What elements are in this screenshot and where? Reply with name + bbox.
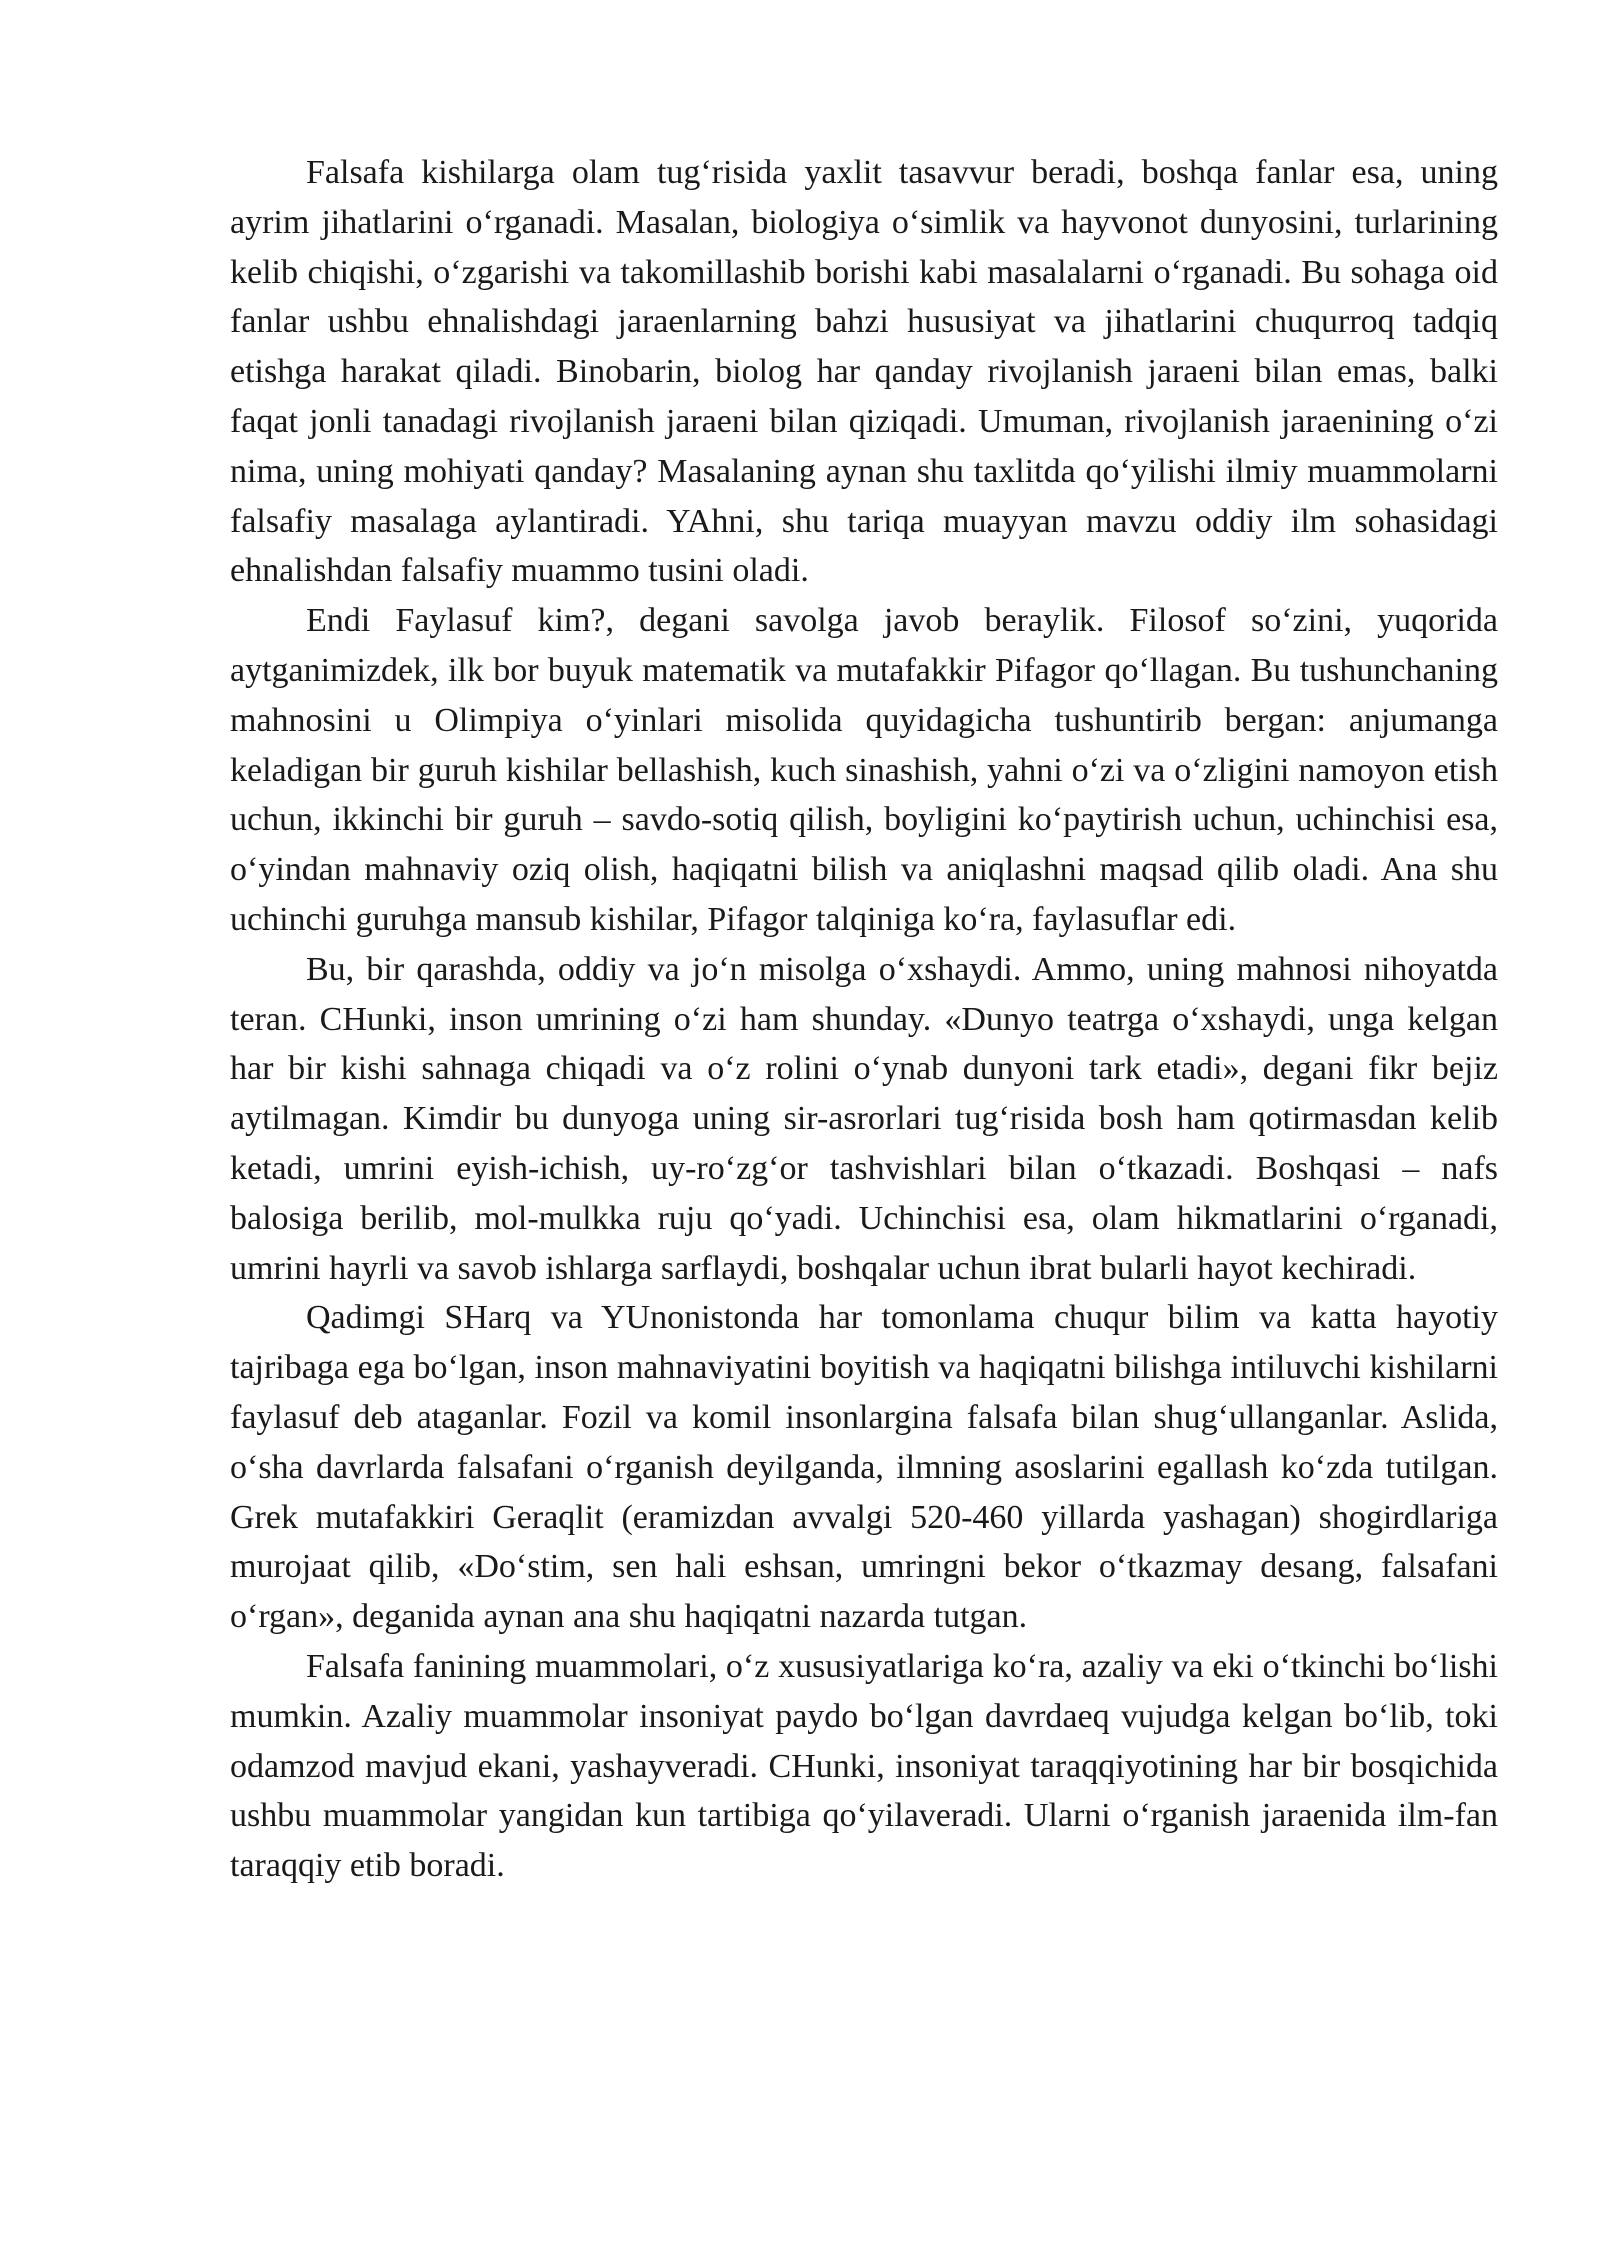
paragraph: Bu, bir qarashda, oddiy va jo‘n misolga o‘xshaydi. Ammo, uning mahnosi nihoyatda teran. CHunki, inson umrining o‘zi ham shunday. «Dunyo teatrga o‘xshaydi, unga kelgan har bir kishi sahnaga chiqadi va o‘z rolini o‘ynab dunyoni tark etadi», degani fikr bejiz aytilmagan. Kimdir bu dunyoga uning sir-asrorlari tug‘risida bosh ham qotirmasdan kelib ketadi, umrini eyish-ichish, uy-ro‘zg‘or tashvishlari bilan o‘tkazadi. Boshqasi – nafs balosiga berilib, mol-mulkka ruju qo‘yadi. Uchinchisi esa, olam hikmatlarini o‘rganadi, umrini hayrli va savob ishlarga sarflaydi, boshqalar uchun ibrat bularli hayot kechiradi.	[230, 950, 1498, 1287]
document-page	[230, 148, 1498, 1891]
paragraph: Qadimgi SHarq va YUnonistonda har tomonlama chuqur bilim va katta hayotiy tajribaga ega bo‘lgan, inson mahnaviyatini boyitish va haqiqatni bilishga intiluvchi kishilarni faylasuf deb ataganlar. Fozil va komil insonlargina falsafa bilan shug‘ullanganlar. Aslida, o‘sha davrlarda falsafani o‘rganish deyilganda, ilmning asoslarini egallash ko‘zda tutilgan. Grek mutafakkiri Geraqlit (eramizdan avvalgi 520-460 yillarda yashagan) shogirdlariga murojaat qilib, «Do‘stim, sen hali eshsan, umringni bekor o‘tkazmay desang, falsafani o‘rgan», deganida aynan ana shu haqiqatni nazarda tutgan.	[230, 1299, 1498, 1636]
paragraph: Endi Faylasuf kim?, degani savolga javob beraylik. Filosof so‘zini, yuqorida aytganimizdek, ilk bor buyuk matematik va mutafakkir Pifagor qo‘llagan. Bu tushunchaning mahnosini u Olimpiya o‘yinlari misolida quyidagicha tushuntirib bergan: anjumanga keladigan bir guruh kishilar bellashish, kuch sinashish, yahni o‘zi va o‘zligini namoyon etish uchun, ikkinchi bir guruh – savdo-sotiq qilish, boyligini ko‘paytirish uchun, uchinchisi esa, o‘yindan mahnaviy oziq olish, haqiqatni bilish va aniqlashni maqsad qilib oladi. Ana shu uchinchi guruhga mansub kishilar, Pifagor talqiniga ko‘ra, faylasuflar edi.	[230, 602, 1498, 938]
paragraph: Falsafa kishilarga olam tug‘risida yaxlit tasavvur beradi, boshqa fanlar esa, uning ayrim jihatlarini o‘rganadi. Masalan, biologiya o‘simlik va hayvonot dunyosini, turlarining kelib chiqishi, o‘zgarishi va takomillashib borishi kabi masalalarni o‘rganadi. Bu sohaga oid fanlar ushbu ehnalishdagi jaraenlarning bahzi hususiyat va jihatlarini chuqurroq tadqiq etishga harakat qiladi. Binobarin, biolog har qanday rivojlanish jaraeni bilan emas, balki faqat jonli tanadagi rivojlanish jaraeni bilan qiziqadi. Umuman, rivojlanish jaraenining o‘zi nima, uning mohiyati qanday? Masalaning aynan shu taxlitda qo‘yilishi ilmiy muammolarni falsafiy masalaga aylantiradi. YAhni, shu tariqa muayyan mavzu oddiy ilm sohasidagi ehnalishdan falsafiy muammo tusini oladi.	[230, 154, 1498, 590]
paragraph: Falsafa fanining muammolari, o‘z xususiyatlariga ko‘ra, azaliy va eki o‘tkinchi bo‘lishi mumkin. Azaliy muammolar insoniyat paydo bo‘lgan davrdaeq vujudga kelgan bo‘lib, toki odamzod mavjud ekani, yashayveradi. CHunki, insoniyat taraqqiyotining har bir bosqichida ushbu muammolar yangidan kun tartibiga qo‘yilaveradi. Ularni o‘rganish jaraenida ilm-fan taraqqiy etib boradi.	[230, 1647, 1498, 1885]
